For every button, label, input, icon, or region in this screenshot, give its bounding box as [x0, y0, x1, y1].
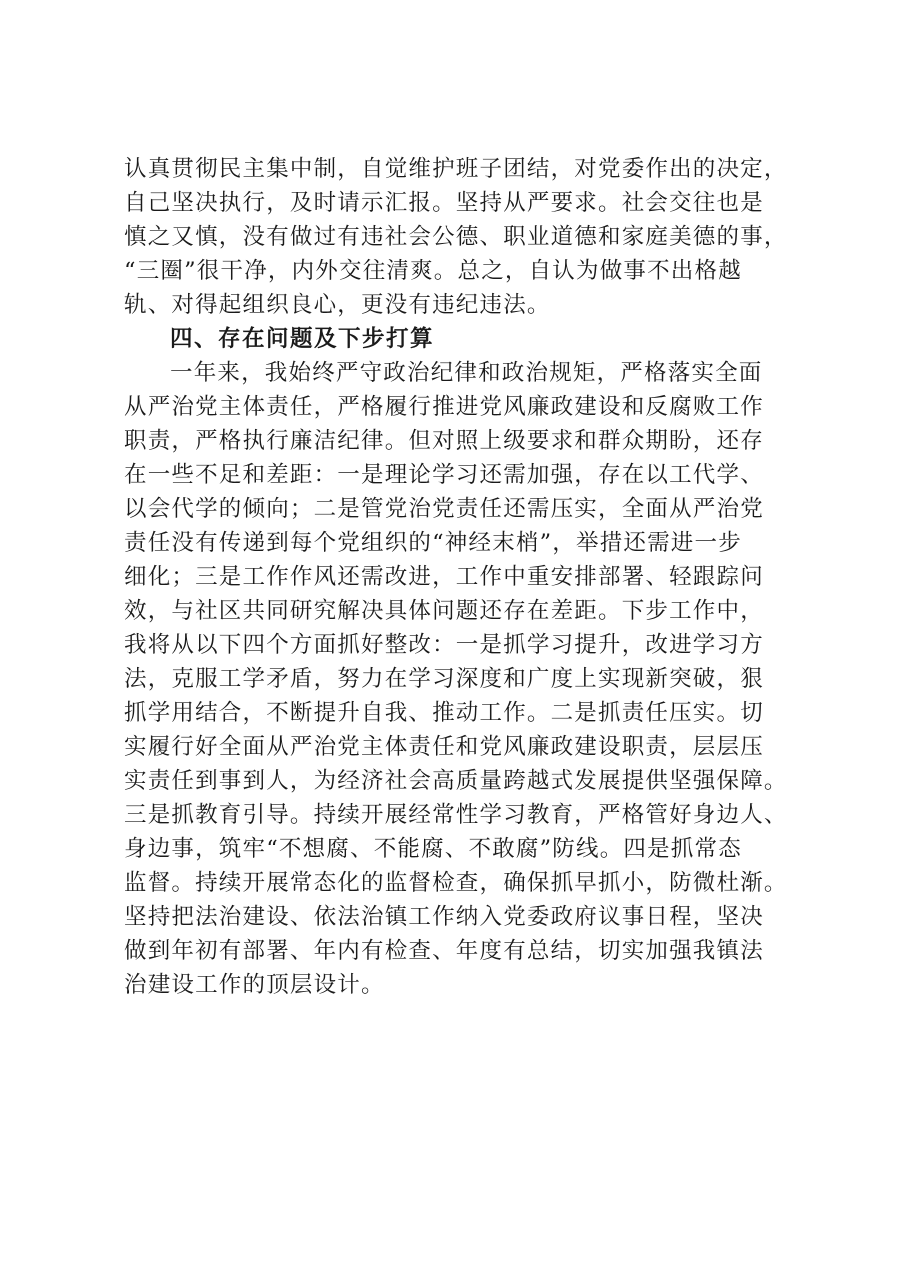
text-line: 轨、对得起组织良心，更没有违纪违法。 [124, 292, 551, 318]
text-line: 监督。持续开展常态化的监督检查，确保抓早抓小，防微杜渐。 [124, 870, 788, 896]
text-line: 细化；三是工作作风还需改进，工作中重安排部署、轻跟踪问 [124, 564, 764, 590]
text-line: 治建设工作的顶层设计。 [124, 972, 385, 998]
text-line: 做到年初有部署、年内有检查、年度有总结，切实加强我镇法 [124, 938, 764, 964]
text-line: 实履行好全面从严治党主体责任和党风廉政建设职责，层层压 [124, 734, 764, 760]
text-line: 自己坚决执行，及时请示汇报。坚持从严要求。社会交往也是 [124, 190, 764, 216]
text-line: 责任没有传递到每个党组织的“神经末梢”，举措还需进一步 [124, 530, 742, 556]
text-line: 坚持把法治建设、依法治镇工作纳入党委政府议事日程，坚决 [124, 904, 764, 930]
text-line: 从严治党主体责任，严格履行推进党风廉政建设和反腐败工作 [124, 394, 764, 420]
text-line: 抓学用结合，不断提升自我、推动工作。二是抓责任压实。切 [124, 700, 764, 726]
body-paragraph [124, 356, 814, 1002]
text-line: 职责，严格执行廉洁纪律。但对照上级要求和群众期盼，还存 [124, 428, 764, 454]
text-line: “三圈”很干净，内外交往清爽。总之，自认为做事不出格越 [124, 258, 742, 284]
text-line: 认真贯彻民主集中制，自觉维护班子团结，对党委作出的决定， [124, 156, 788, 182]
section-heading: 四、存在问题及下步打算 [170, 326, 435, 352]
text-line: 我将从以下四个方面抓好整改：一是抓学习提升，改进学习方 [124, 632, 764, 658]
text-line: 在一些不足和差距：一是理论学习还需加强，存在以工代学、 [124, 462, 764, 488]
continuation-paragraph [124, 152, 814, 322]
text-line: 效，与社区共同研究解决具体问题还存在差距。下步工作中， [124, 598, 764, 624]
text-line: 三是抓教育引导。持续开展经常性学习教育，严格管好身边人、 [124, 802, 788, 828]
text-line: 法，克服工学矛盾，努力在学习深度和广度上实现新突破，狠 [124, 666, 764, 692]
text-line: 以会代学的倾向；二是管党治党责任还需压实，全面从严治党 [124, 496, 764, 522]
text-line: 慎之又慎，没有做过有违社会公德、职业道德和家庭美德的事， [124, 224, 788, 250]
text-line: 一年来，我始终严守政治纪律和政治规矩，严格落实全面 [170, 360, 763, 386]
text-line: 身边事，筑牢“不想腐、不能腐、不敢腐”防线。四是抓常态 [124, 836, 742, 862]
document-body [124, 152, 814, 1002]
text-line: 实责任到事到人，为经济社会高质量跨越式发展提供坚强保障。 [124, 768, 788, 794]
